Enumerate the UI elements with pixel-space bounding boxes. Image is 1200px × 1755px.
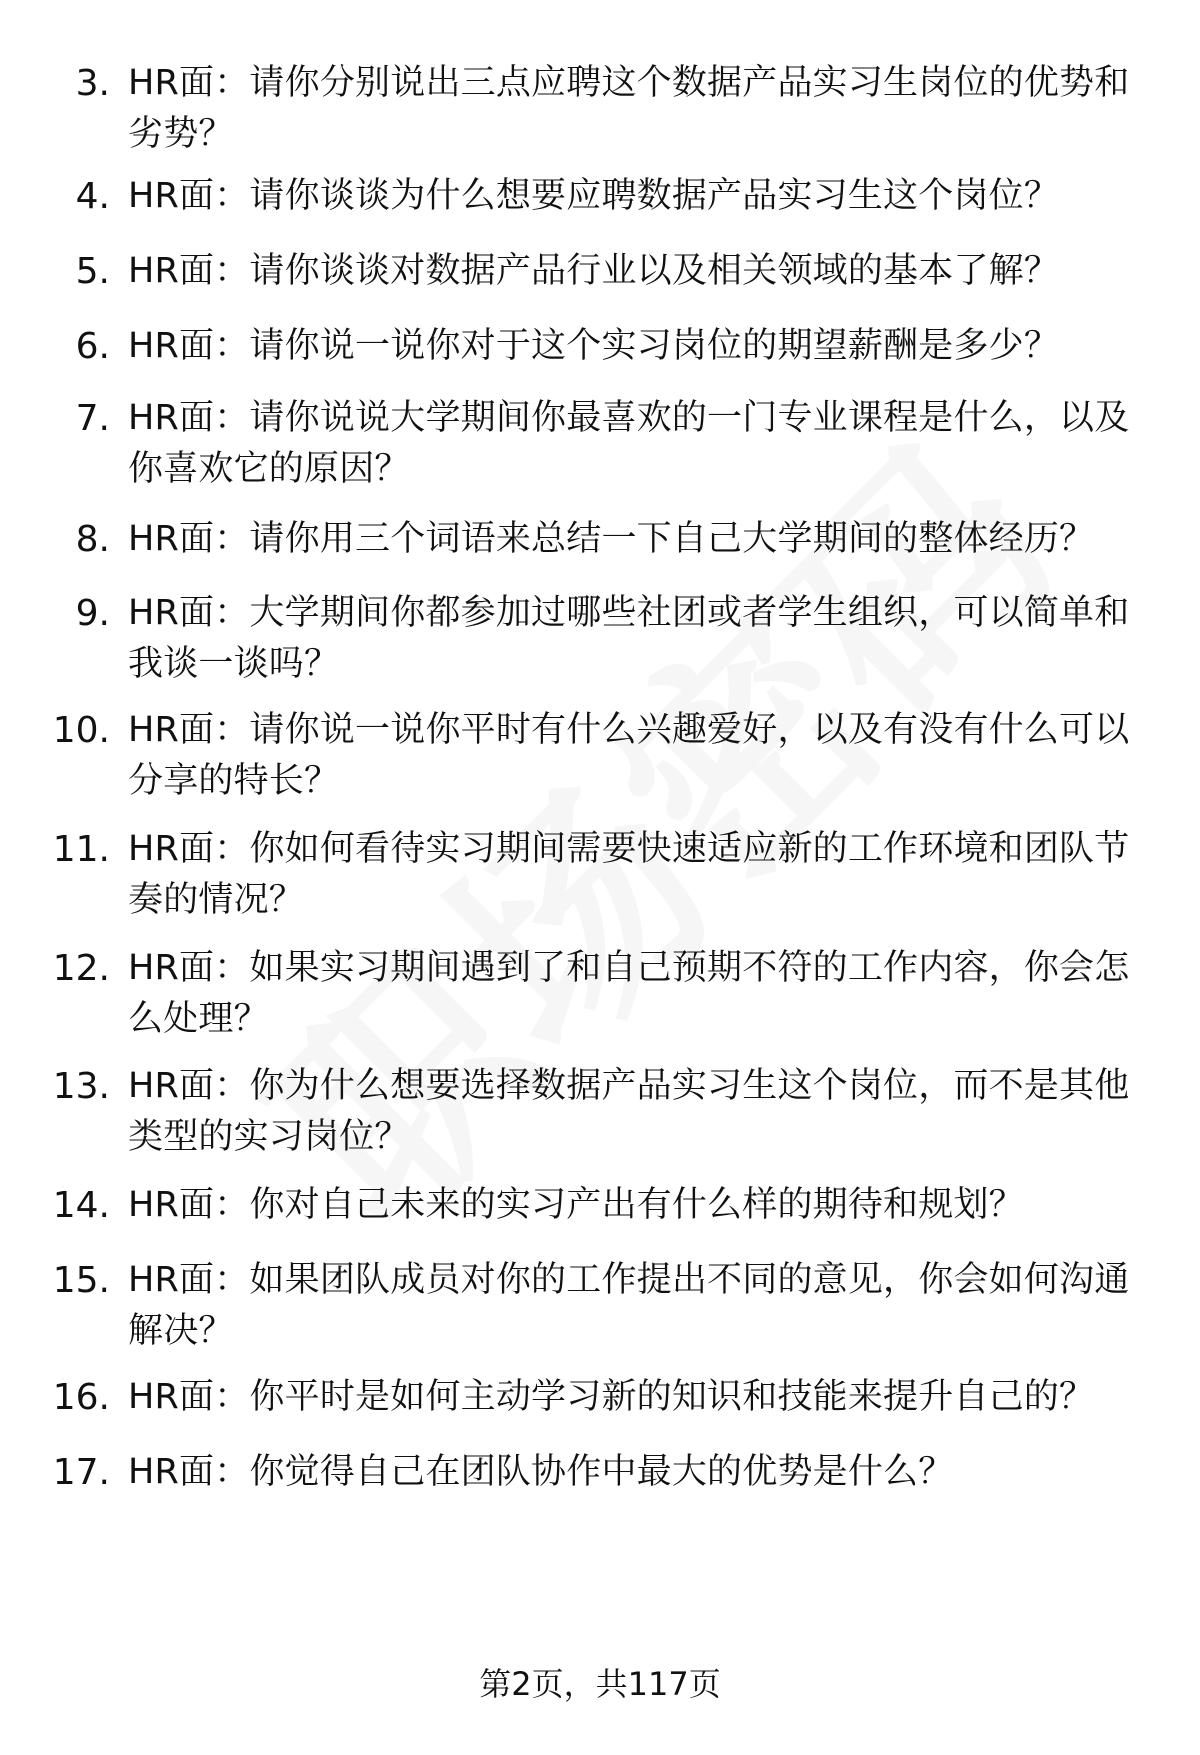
question-text: HR面：请你谈谈对数据产品行业以及相关领域的基本了解？: [128, 251, 1060, 291]
question-number: 4.: [75, 176, 110, 217]
question-number: 14.: [52, 1185, 110, 1226]
question-text: HR面：你平时是如何主动学习新的知识和技能来提升自己的？: [128, 1377, 1095, 1417]
question-text: HR面：请你说说大学期间你最喜欢的一门专业课程是什么，以及你喜欢它的原因？: [128, 398, 1130, 489]
question-number: 17.: [52, 1452, 110, 1493]
question-text: HR面：如果实习期间遇到了和自己预期不符的工作内容，你会怎么处理？: [128, 948, 1130, 1039]
question-number: 5.: [75, 251, 110, 292]
question-number: 16.: [52, 1377, 110, 1418]
question-number: 10.: [52, 710, 110, 751]
question-text: HR面：大学期间你都参加过哪些社团或者学生组织，可以简单和我谈一谈吗？: [128, 593, 1130, 684]
question-text: HR面：你如何看待实习期间需要快速适应新的工作环境和团队节奏的情况？: [128, 829, 1130, 920]
question-text: HR面：你觉得自己在团队协作中最大的优势是什么？: [128, 1452, 954, 1492]
question-text: HR面：请你说一说你对于这个实习岗位的期望薪酬是多少？: [128, 326, 1060, 366]
question-text: HR面：请你说一说你平时有什么兴趣爱好，以及有没有什么可以分享的特长？: [128, 710, 1130, 801]
question-number: 15.: [52, 1260, 110, 1301]
question-text: HR面：你对自己未来的实习产出有什么样的期待和规划？: [128, 1185, 1024, 1225]
question-number: 7.: [75, 398, 110, 439]
question-text: HR面：请你谈谈为什么想要应聘数据产品实习生这个岗位？: [128, 176, 1060, 216]
question-text: HR面：请你分别说出三点应聘这个数据产品实习生岗位的优势和劣势？: [128, 63, 1130, 154]
question-number: 8.: [75, 519, 110, 560]
question-number: 13.: [52, 1066, 110, 1107]
question-number: 12.: [52, 948, 110, 989]
page-number-footer: 第2页，共117页: [479, 1665, 721, 1703]
question-number: 9.: [75, 593, 110, 634]
question-text: HR面：你为什么想要选择数据产品实习生这个岗位，而不是其他类型的实习岗位？: [128, 1066, 1130, 1157]
question-number: 11.: [52, 829, 110, 870]
question-number: 6.: [75, 326, 110, 367]
question-number: 3.: [75, 63, 110, 104]
question-text: HR面：如果团队成员对你的工作提出不同的意见，你会如何沟通解决？: [128, 1260, 1130, 1351]
question-text: HR面：请你用三个词语来总结一下自己大学期间的整体经历？: [128, 519, 1095, 559]
